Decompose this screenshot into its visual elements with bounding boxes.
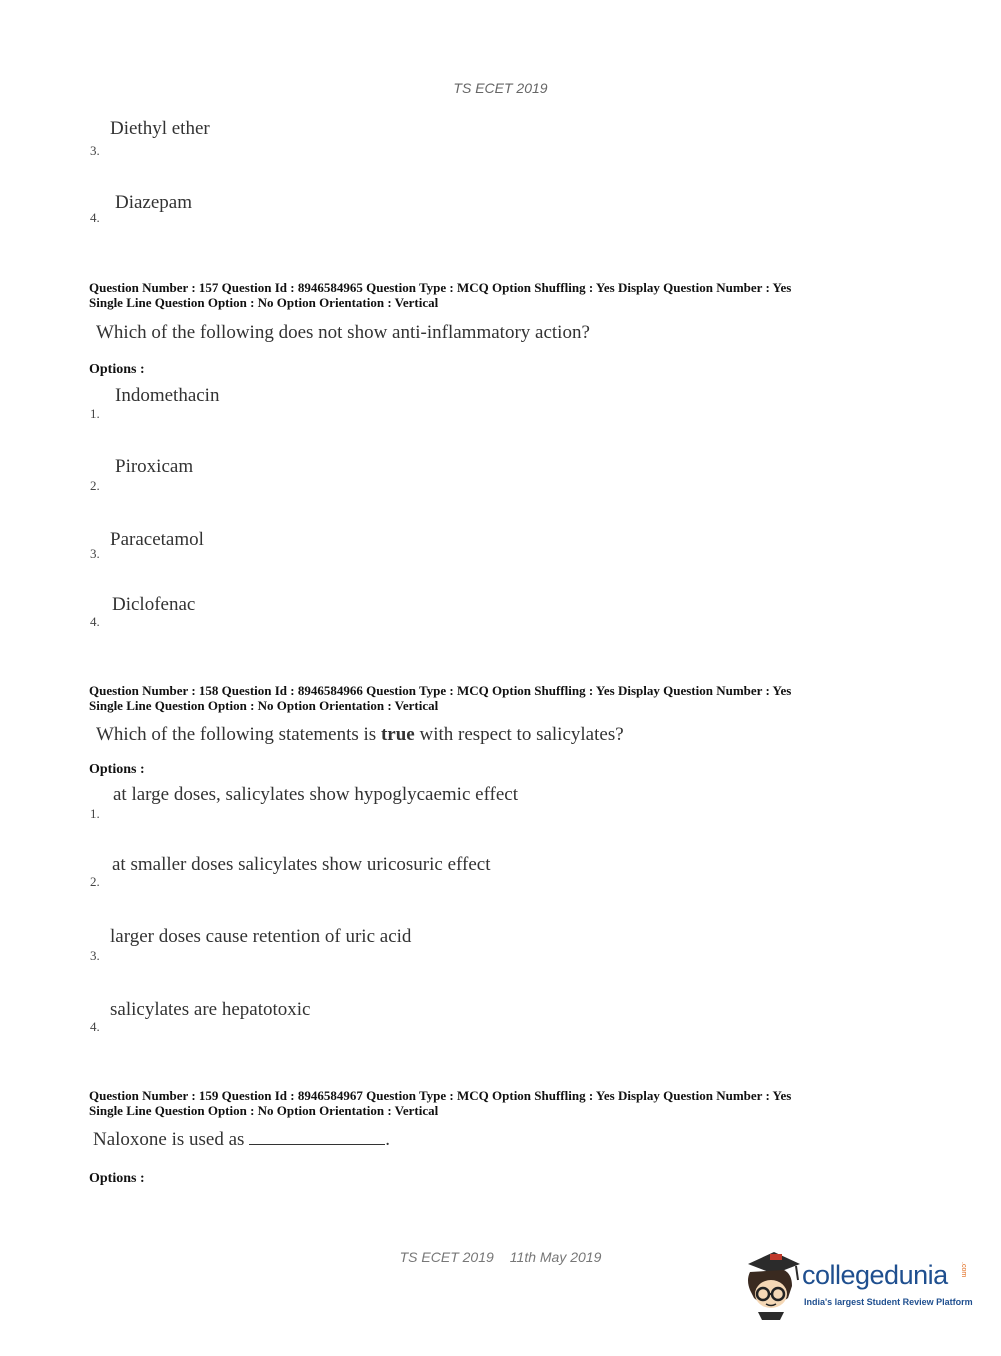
logo-tagline: India's largest Student Review Platform [804,1297,973,1307]
question-text: Which of the following does not show anti-inflammatory action? [96,322,590,343]
option-text: Paracetamol [110,529,204,550]
footer-date: 11th May 2019 [509,1249,602,1265]
option-number: 3. [90,948,100,963]
options-label: Options : [89,362,145,377]
option-text: Diethyl ether [110,118,210,139]
page-header: TS ECET 2019 [453,80,548,96]
footer-exam: TS ECET 2019 [399,1249,494,1265]
question-meta: Question Number : 158 Question Id : 8946584966 Question Type : MCQ Option Shuffling : Yes Display Question Number : Yes [89,683,792,698]
question-meta: Single Line Question Option : No Option Orientation : Vertical [89,698,439,713]
option-text: at large doses, salicylates show hypoglycaemic effect [113,784,519,805]
question-meta: Question Number : 159 Question Id : 8946584967 Question Type : MCQ Option Shuffling : Yes Display Question Number : Yes [89,1088,792,1103]
logo-name: collegedunia [802,1260,948,1290]
option-number: 4. [90,1019,100,1034]
option-number: 2. [90,874,100,889]
option-number: 1. [90,806,100,821]
mascot-icon [740,1250,802,1320]
question-meta: Question Number : 157 Question Id : 8946584965 Question Type : MCQ Option Shuffling : Yes Display Question Number : Yes [89,280,792,295]
option-number: 1. [90,406,100,421]
option-number: 2. [90,478,100,493]
option-number: 3. [90,143,100,158]
logo-domain: .com [960,1262,967,1278]
option-text: larger doses cause retention of uric acid [110,926,412,947]
option-number: 4. [90,210,100,225]
option-text: Diazepam [115,192,193,213]
option-text: salicylates are hepatotoxic [110,999,311,1020]
options-label: Options : [89,762,145,777]
option-number: 3. [90,546,100,561]
question-meta: Single Line Question Option : No Option Orientation : Vertical [89,1103,439,1118]
answer-blank [249,1130,385,1145]
option-text: Indomethacin [115,385,220,406]
question-text: Which of the following statements is true with respect to salicylates? [96,724,624,745]
option-number: 4. [90,614,100,629]
option-text: at smaller doses salicylates show uricosuric effect [112,854,491,875]
collegedunia-logo [740,1250,973,1320]
question-meta: Single Line Question Option : No Option Orientation : Vertical [89,295,439,310]
question-text: Naloxone is used as . [93,1129,390,1150]
option-text: Piroxicam [115,456,194,477]
option-text: Diclofenac [112,594,196,615]
options-label: Options : [89,1171,145,1186]
